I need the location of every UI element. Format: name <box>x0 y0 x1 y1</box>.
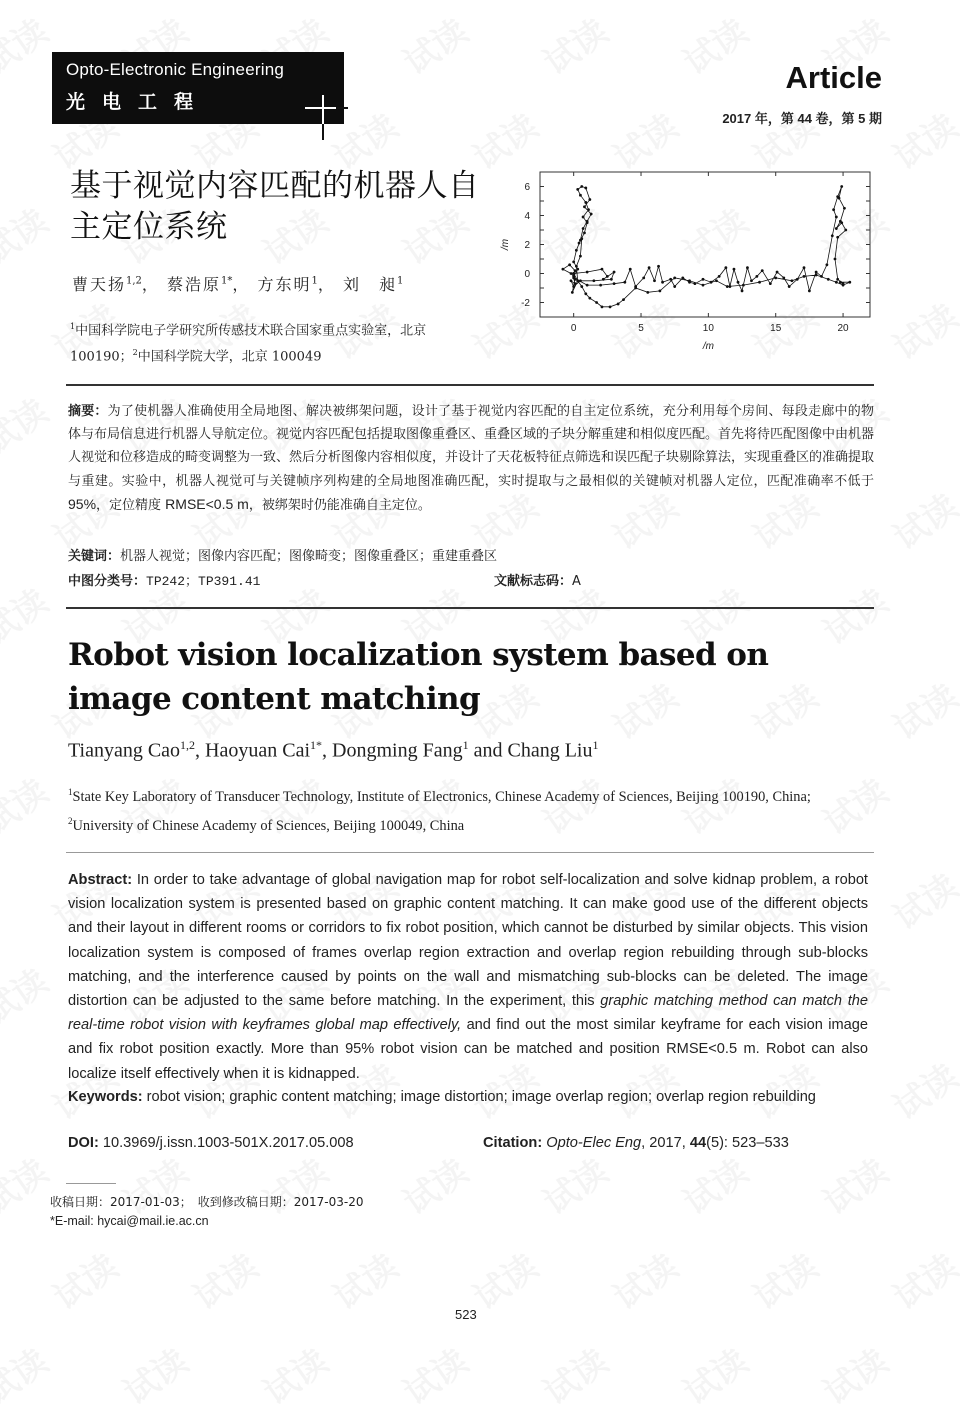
cn-abstract-label: 摘要： <box>68 404 108 419</box>
cn-doccode-value: A <box>572 574 581 589</box>
trajectory-point <box>840 221 843 224</box>
watermark-text <box>952 575 960 654</box>
journal-name-cn: 光电工程 <box>66 91 211 113</box>
watermark-text <box>882 1050 960 1129</box>
en-affiliations <box>68 780 888 838</box>
trajectory-point <box>702 278 705 281</box>
en-author-affiliation-mark: 1,2 <box>180 738 196 752</box>
cn-affiliation-1: 中国科学院电子学研究所传感技术联合国家重点实验室，北京 100190； <box>70 323 427 365</box>
watermark-text <box>392 1335 476 1414</box>
y-tick-label: 2 <box>524 240 530 251</box>
trajectory-point <box>836 236 839 239</box>
trajectory-point <box>572 285 575 288</box>
cn-affiliations <box>70 316 490 369</box>
trajectory-point <box>629 268 632 271</box>
trajectory-point <box>575 249 578 252</box>
watermark-text <box>392 1145 476 1224</box>
trajectory-point <box>588 198 591 201</box>
en-affiliation-2 <box>68 809 888 838</box>
watermark-text <box>952 5 960 84</box>
watermark-text <box>812 1335 896 1414</box>
affiliation-mark: 2 <box>132 348 138 358</box>
cn-author: 曹天扬 <box>72 275 127 294</box>
watermark-text <box>0 5 56 84</box>
en-keywords-label: Keywords: <box>68 1089 143 1105</box>
watermark-text <box>672 1335 756 1414</box>
trajectory-point <box>746 266 749 269</box>
trajectory-point <box>658 290 661 293</box>
watermark-text <box>952 955 960 1034</box>
trajectory-point <box>580 285 583 288</box>
cn-doccode-label: 文献标志码： <box>494 574 573 589</box>
trajectory-point <box>571 291 574 294</box>
en-author-affiliation-mark: 1 <box>462 738 469 752</box>
trajectory-point <box>782 276 785 279</box>
trajectory-point <box>657 265 660 268</box>
trajectory-point <box>715 279 718 282</box>
cn-clc-value: TP242；TP391.41 <box>146 574 261 589</box>
affiliation-mark: 1 <box>70 322 76 331</box>
watermark-text <box>672 5 756 84</box>
trajectory-chart-svg <box>500 160 880 360</box>
watermark-text <box>602 1240 686 1319</box>
trajectory-point <box>602 278 605 281</box>
x-tick-label: 15 <box>770 323 782 334</box>
citation-year: , 2017, <box>641 1135 690 1151</box>
cn-author: 蔡浩原 <box>167 275 222 294</box>
en-author-affiliation-mark: 1* <box>310 738 323 752</box>
trajectory-point <box>726 285 729 288</box>
trajectory-point <box>710 281 713 284</box>
trajectory-point <box>815 271 818 274</box>
en-keywords <box>68 1086 868 1110</box>
cn-clc-label: 中图分类号： <box>68 574 147 589</box>
trajectory-point <box>575 265 578 268</box>
citation-volume: 44 <box>689 1135 707 1151</box>
citation-label: Citation: <box>483 1135 543 1151</box>
trajectory-point <box>595 301 598 304</box>
cross-decoration-icon-arm <box>336 107 348 109</box>
watermark-text <box>0 955 56 1034</box>
watermark-text <box>672 1145 756 1224</box>
en-author: Dongming Fang <box>332 739 463 762</box>
cn-keywords-text: 机器人视觉；图像内容匹配；图像畸变；图像重叠区；重建重叠区 <box>120 549 498 564</box>
cn-abstract-rmse: RMSE<0.5 m <box>165 495 249 512</box>
y-tick-label: 6 <box>524 182 530 193</box>
trajectory-point <box>796 278 799 281</box>
watermark-text <box>0 765 56 844</box>
trajectory-point <box>839 281 842 284</box>
cn-author-affiliation-mark: 1,2 <box>126 275 142 287</box>
watermark-text <box>112 1145 196 1224</box>
y-tick-label: -2 <box>521 298 530 309</box>
author-separator: and <box>468 739 508 762</box>
trajectory-point <box>827 278 830 281</box>
footnote-divider <box>66 1183 116 1184</box>
trajectory-point <box>576 188 579 191</box>
trajectory-point <box>584 187 587 190</box>
en-authors <box>68 738 598 763</box>
en-author: Chang Liu <box>507 739 593 762</box>
x-tick-label: 5 <box>638 323 644 334</box>
cn-abstract-text: 为了使机器人准确使用全局地图、解决被绑架问题，设计了基于视觉内容匹配的自主定位系统，充分利用每个房间、每段走廊中的物体与布局信息进行机器人导航定位。视觉内容匹配包括提取图像重叠区、重叠区域的子块分解重建和相似度匹配。首先将待匹配图像中由机器人视觉和位移造成的畸变调整为一致、然后分析图像内容相似度，并设计了天花板特征点筛选和误匹配子块剔除算法，实现重叠区的准确提取与重建。实验中，机器人视觉可与关键帧序列构建的全局地图准确匹配，实时提取与之最相似的关键帧对机器人定位，匹配准确率不低于 <box>68 404 875 489</box>
affiliation-mark: 1 <box>68 787 73 797</box>
en-author: Haoyuan Cai <box>205 739 311 762</box>
trajectory-point <box>769 282 772 285</box>
watermark-text <box>252 1335 336 1414</box>
trajectory-point <box>586 271 589 274</box>
watermark-text <box>882 100 960 179</box>
watermark-text <box>42 1240 126 1319</box>
trajectory-point <box>838 197 841 200</box>
trajectory-point <box>831 234 834 237</box>
trajectory-point <box>661 281 664 284</box>
trajectory-point <box>843 207 846 210</box>
watermark-text <box>952 1335 960 1414</box>
en-keywords-text: robot vision; graphic content matching; image distortion; image overlap region; overlap region rebuilding <box>142 1089 816 1105</box>
trajectory-point <box>774 276 777 279</box>
trajectory-point <box>718 275 721 278</box>
trajectory-point <box>582 227 585 230</box>
trajectory-point <box>576 268 579 271</box>
trajectory-point <box>584 292 587 295</box>
watermark-text <box>0 195 56 274</box>
trajectory-point <box>568 263 571 266</box>
y-axis-label: /m <box>500 238 511 251</box>
trajectory-point <box>836 278 839 281</box>
en-affiliation-1 <box>68 780 888 809</box>
trajectory-point <box>844 229 847 232</box>
trajectory-point <box>688 279 691 282</box>
trajectory-point <box>574 282 577 285</box>
author-separator: , <box>195 739 206 762</box>
en-author: Tianyang Cao <box>68 739 181 762</box>
trajectory-point <box>840 185 843 188</box>
doi-label: DOI: <box>68 1135 99 1151</box>
trajectory-point <box>724 266 727 269</box>
trajectory-point <box>848 281 851 284</box>
trajectory-point <box>617 303 620 306</box>
watermark-text <box>812 1145 896 1224</box>
trajectory-point <box>742 284 745 287</box>
trajectory-point <box>576 279 579 282</box>
trajectory-point <box>623 281 626 284</box>
cn-abstract-text: ，被绑架时仍能准确自主定位。 <box>248 497 431 513</box>
trajectory-point <box>825 263 828 266</box>
trajectory-point <box>648 266 651 269</box>
trajectory-point <box>820 275 823 278</box>
cn-abstract-text: ，定位精度 <box>96 497 166 513</box>
received-dates: 收稿日期：2017-01-03； 收到修改稿日期：2017-03-20 <box>50 1195 364 1209</box>
watermark-text <box>182 1240 266 1319</box>
trajectory-point <box>669 278 672 281</box>
trajectory-point <box>583 205 586 208</box>
trajectory-point <box>803 275 806 278</box>
affiliation-mark: 2 <box>68 815 73 826</box>
watermark-text <box>882 480 960 559</box>
trajectory-point <box>832 208 835 211</box>
trajectory-point <box>755 275 758 278</box>
divider <box>66 607 874 609</box>
trajectory-point <box>570 279 573 282</box>
x-tick-label: 10 <box>702 323 714 334</box>
trajectory-point <box>835 281 838 284</box>
y-tick-label: 0 <box>524 269 530 280</box>
trajectory-point <box>834 258 837 261</box>
cn-author: 方东明 <box>257 275 312 294</box>
trajectory-point <box>592 279 595 282</box>
watermark-text <box>252 1145 336 1224</box>
trajectory-point <box>803 266 806 269</box>
trajectory-point <box>673 285 676 288</box>
trajectory-point <box>586 284 589 287</box>
watermark-text <box>952 195 960 274</box>
trajectory-point <box>673 276 676 279</box>
trajectory-point <box>580 185 583 188</box>
trajectory-point <box>599 284 602 287</box>
watermark-text <box>0 575 56 654</box>
trajectory-point <box>601 305 604 308</box>
doi <box>68 1135 354 1151</box>
watermark-text <box>532 1145 616 1224</box>
citation <box>483 1135 789 1151</box>
trajectory-point <box>741 290 744 293</box>
trajectory-point <box>586 220 589 223</box>
en-abstract-text: and find out the most similar keyframe for each vision image and fix robot position exactly. More than 95% robot vision can be matched and position RMSE<0.5 m. Robot can also localize itself effectively when it is kidnapped. <box>68 1017 868 1082</box>
trajectory-point <box>583 232 586 235</box>
divider <box>66 852 874 853</box>
trajectory-point <box>572 261 575 264</box>
x-axis-label: /m <box>702 341 714 352</box>
trajectory-point <box>776 271 779 274</box>
trajectory-point <box>588 297 591 300</box>
watermark-text <box>952 385 960 464</box>
cn-classification <box>68 570 260 589</box>
trajectory-point <box>590 213 593 216</box>
en-affiliation-text: University of Chinese Academy of Sciences, Beijing 100049, China <box>72 817 465 834</box>
trajectory-point <box>582 216 585 219</box>
citation-journal: Opto-Elec Eng <box>546 1135 642 1151</box>
trajectory-point <box>601 268 604 271</box>
trajectory-chart <box>500 160 880 360</box>
cn-document-code <box>494 570 581 589</box>
trajectory-point <box>572 276 575 279</box>
watermark-text <box>532 5 616 84</box>
watermark-text <box>882 290 960 369</box>
watermark-text <box>112 1335 196 1414</box>
trajectory-point <box>584 201 587 204</box>
trajectory-point <box>613 271 616 274</box>
trajectory-point <box>579 239 582 242</box>
cn-title: 基于视觉内容匹配的机器人自主定位系统 <box>70 168 480 245</box>
author-separator: , <box>322 739 333 762</box>
en-abstract <box>68 868 868 1086</box>
trajectory-point <box>578 242 581 245</box>
trajectory-point <box>579 194 582 197</box>
watermark-text <box>322 1240 406 1319</box>
trajectory-point <box>750 279 753 282</box>
cn-author-affiliation-mark: 1 <box>397 275 404 287</box>
trajectory-point <box>579 255 582 258</box>
trajectory-point <box>646 291 649 294</box>
divider <box>66 384 874 386</box>
trajectory-point <box>579 279 582 282</box>
trajectory-point <box>808 290 811 293</box>
en-title: Robot vision localization system based on image content matching <box>68 637 769 717</box>
trajectory-line <box>563 187 850 307</box>
corresponding-email[interactable]: *E-mail: hycai@mail.ie.ac.cn <box>50 1214 209 1228</box>
trajectory-point <box>737 281 740 284</box>
x-tick-label: 0 <box>570 323 577 334</box>
trajectory-point <box>587 208 590 211</box>
cross-decoration-icon-tail <box>322 124 324 140</box>
cn-abstract <box>68 400 874 517</box>
trajectory-point <box>606 275 609 278</box>
cn-abstract-pct: 95% <box>68 495 97 512</box>
trajectory-point <box>681 276 684 279</box>
trajectory-point <box>693 282 696 285</box>
en-affiliation-text: State Key Laboratory of Transducer Technology, Institute of Electronics, Chinese Academy of Sciences, Beijing 100190, China; <box>72 788 811 805</box>
trajectory-point <box>733 268 736 271</box>
doi-value[interactable]: 10.3969/j.issn.1003-501X.2017.05.008 <box>98 1135 354 1151</box>
trajectory-point <box>622 298 625 301</box>
cn-author-affiliation-mark: 1 <box>311 275 318 287</box>
watermark-text <box>0 385 56 464</box>
en-abstract-label: Abstract: <box>68 872 133 888</box>
watermark-text <box>532 1335 616 1414</box>
trajectory-point <box>761 269 764 272</box>
watermark-text <box>952 1145 960 1224</box>
trajectory-point <box>758 281 761 284</box>
trajectory-point <box>613 282 616 285</box>
cn-authors: 曹天扬$^{1,2}$， 蔡浩原$^{1*}$， 方东明$^1$， 刘 昶$^1$ <box>72 275 404 294</box>
journal-name-en: Opto-Electronic Engineering <box>66 60 285 79</box>
trajectory-point <box>610 278 613 281</box>
x-tick-label: 20 <box>837 323 849 334</box>
trajectory-point <box>835 216 838 219</box>
en-abstract-italic: graphic matching method can match the real-time robot vision with keyframes global map effectively, <box>68 993 869 1034</box>
y-tick-label: 4 <box>524 211 530 222</box>
watermark-text <box>882 860 960 939</box>
plot-frame <box>540 172 870 317</box>
trajectory-point <box>815 274 818 277</box>
watermark-text <box>0 1335 56 1414</box>
watermark-text <box>742 1240 826 1319</box>
trajectory-point <box>790 279 793 282</box>
cn-keywords-label: 关键词： <box>68 549 121 564</box>
trajectory-point <box>835 227 838 230</box>
trajectory-point <box>842 284 845 287</box>
watermark-text <box>392 5 476 84</box>
citation-pages: (5): 523–533 <box>706 1135 789 1151</box>
trajectory-point <box>634 287 637 290</box>
page-number: 523 <box>455 1307 477 1322</box>
en-abstract-text: In order to take advantage of global navigation map for robot self-localization and solve kidnap problem, a robot vision localization system is presented based on graphic content matching. It can make good use of the different objects and their layout in different rooms or corridors to fix robot position, which cannot be disturbed by similar objects. This vision localization system is composed of frames overlap region extraction and overlap region rebuilding through sub-blocks matching, and the interference caused by points on the wall and mismatching sub-blocks can be deleted. The image distortion can be adjusted to the same before matching. In the experiment, this <box>68 872 868 1010</box>
trajectory-point <box>609 305 612 308</box>
trajectory-point <box>572 272 575 275</box>
watermark-text <box>882 670 960 749</box>
watermark-text <box>0 1145 56 1224</box>
watermark-text <box>952 765 960 844</box>
trajectory-point <box>642 276 645 279</box>
cn-author: 刘 昶 <box>342 275 397 294</box>
trajectory-point <box>788 285 791 288</box>
cn-author-affiliation-mark: 1* <box>221 275 233 287</box>
trajectory-point <box>729 285 732 288</box>
trajectory-point <box>570 272 573 275</box>
issue-info: 2017 年，第 44 卷，第 5 期 <box>722 111 882 126</box>
article-type-label: Article <box>785 60 882 95</box>
watermark-text <box>882 1240 960 1319</box>
trajectory-point <box>702 284 705 287</box>
cn-keywords <box>68 545 874 564</box>
en-author-affiliation-mark: 1 <box>592 738 599 752</box>
trajectory-point <box>574 269 577 272</box>
trajectory-point <box>653 279 656 282</box>
trajectory-point <box>561 268 564 271</box>
cn-affiliation-2: 中国科学院大学，北京 100049 <box>137 349 322 365</box>
